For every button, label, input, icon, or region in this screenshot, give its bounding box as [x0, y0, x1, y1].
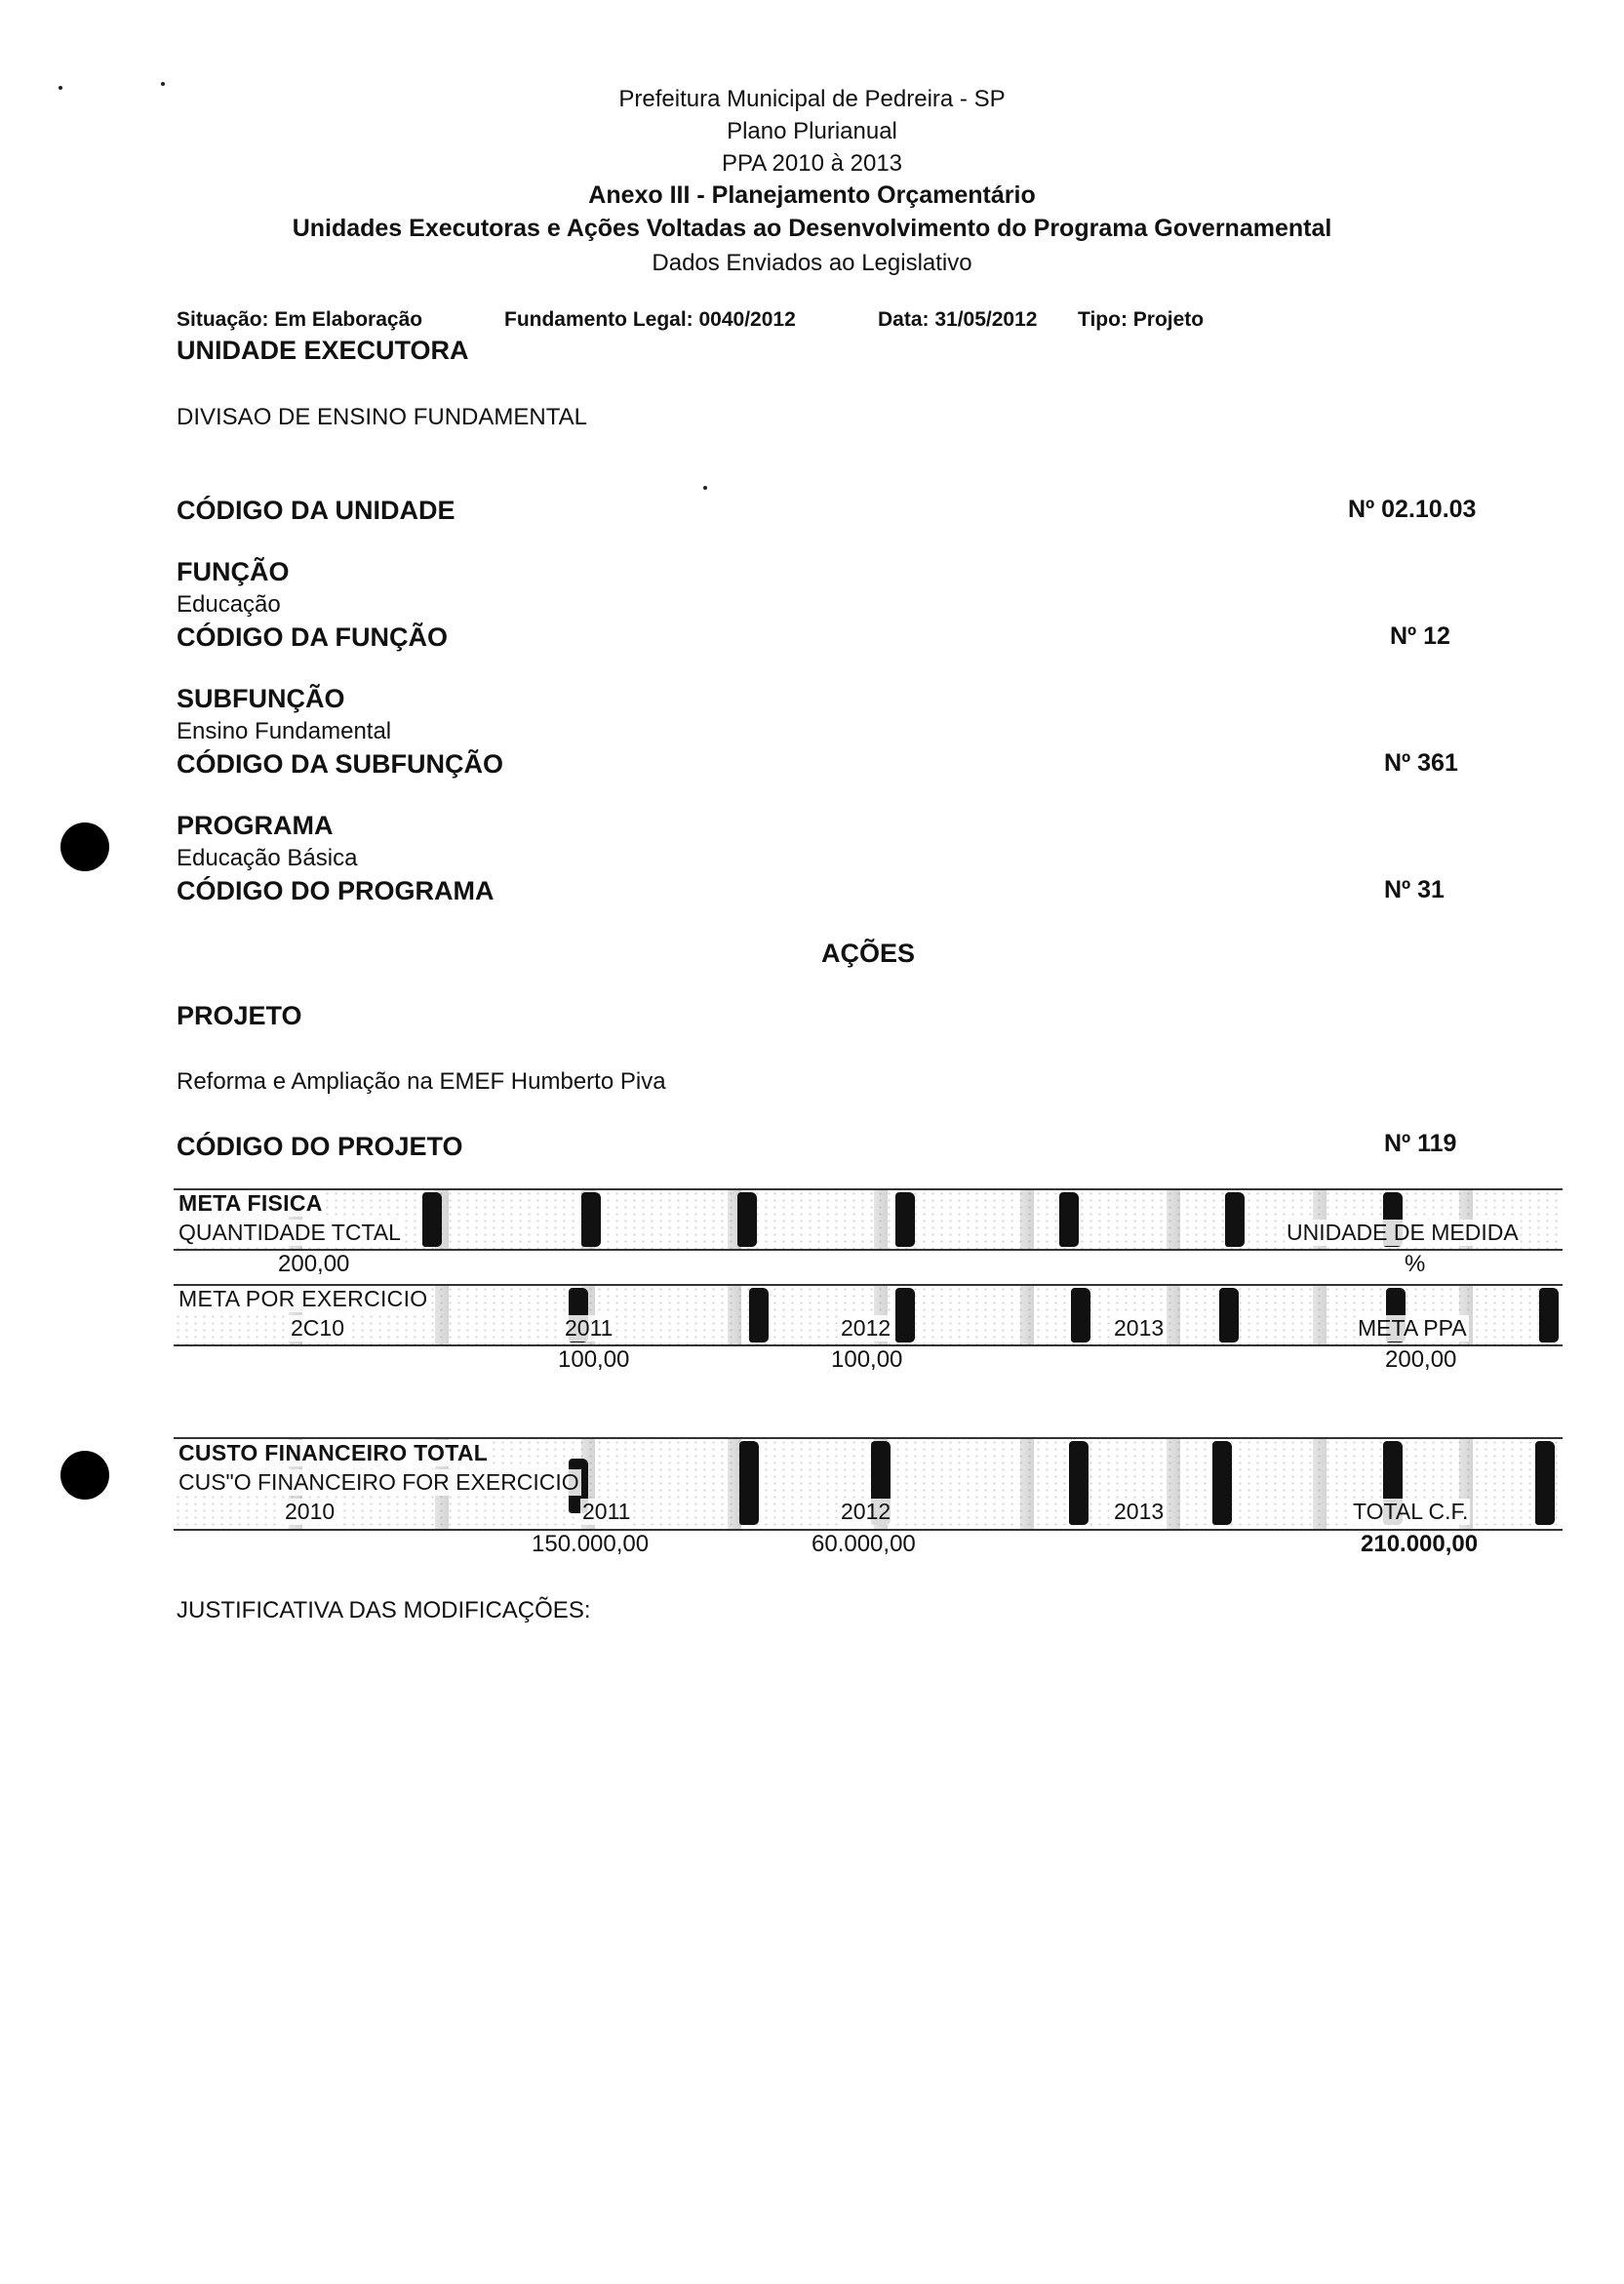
codigo-unidade-label: CÓDIGO DA UNIDADE — [177, 496, 456, 525]
scan-blot — [581, 1192, 601, 1247]
data-label: Data: 31/05/2012 — [878, 308, 1038, 331]
header-line-ppa: PPA 2010 à 2013 — [721, 150, 903, 177]
custo-col-2012: 2012 — [841, 1499, 891, 1524]
scan-blot — [1219, 1288, 1239, 1342]
header-line-prefeitura: Prefeitura Municipal de Pedreira - SP — [618, 86, 1006, 112]
meta-col-ppa: META PPA — [1358, 1315, 1467, 1341]
unidade-name: DIVISAO DE ENSINO FUNDAMENTAL — [177, 404, 587, 430]
codigo-programa-value: Nº 31 — [1384, 876, 1445, 903]
custo-col-total: TOTAL C.F. — [1353, 1499, 1469, 1524]
meta-col-2012: 2012 — [841, 1315, 891, 1341]
tipo-label: Tipo: Projeto — [1078, 308, 1205, 331]
header-line-plano: Plano Plurianual — [727, 118, 897, 144]
fundamento-label: Fundamento Legal: 0040/2012 — [504, 308, 796, 331]
scan-speck — [161, 82, 165, 86]
codigo-funcao-label: CÓDIGO DA FUNÇÃO — [177, 622, 448, 652]
meta-col-2011: 2011 — [565, 1315, 614, 1341]
scan-blot — [1059, 1192, 1079, 1247]
codigo-unidade-value: Nº 02.10.03 — [1348, 496, 1477, 523]
subfuncao-name: Ensino Fundamental — [177, 718, 392, 744]
punch-hole — [60, 822, 109, 871]
scan-speck — [703, 486, 707, 490]
programa-title: PROGRAMA — [177, 811, 334, 840]
header-line-unidades: Unidades Executoras e Ações Voltadas ao Desenvolvimento do Programa Governamental — [292, 215, 1332, 242]
codigo-subfuncao-value: Nº 361 — [1384, 749, 1458, 777]
justificativa-label: JUSTIFICATIVA DAS MODIFICAÇÕES: — [177, 1597, 591, 1623]
header-line-anexo: Anexo III - Planejamento Orçamentário — [588, 181, 1036, 209]
meta-col-2010: 2C10 — [291, 1315, 344, 1341]
scan-blot — [895, 1288, 915, 1342]
programa-name: Educação Básica — [177, 845, 358, 871]
funcao-title: FUNÇÃO — [177, 557, 290, 586]
meta-exercicio-title: META POR EXERCICIO — [178, 1286, 428, 1311]
scan-speck — [59, 86, 62, 90]
projeto-title: PROJETO — [177, 1001, 302, 1030]
meta-value-2012: 100,00 — [831, 1346, 903, 1373]
unidade-medida-label: UNIDADE DE MEDIDA — [1287, 1220, 1519, 1245]
custo-value-total: 210.000,00 — [1361, 1531, 1479, 1557]
custo-value-2012: 60.000,00 — [812, 1531, 916, 1557]
punch-hole — [60, 1451, 109, 1500]
meta-value-ppa: 200,00 — [1385, 1346, 1457, 1373]
codigo-funcao-value: Nº 12 — [1390, 622, 1450, 650]
scan-blot — [749, 1288, 769, 1342]
codigo-subfuncao-label: CÓDIGO DA SUBFUNÇÃO — [177, 749, 503, 779]
codigo-programa-label: CÓDIGO DO PROGRAMA — [177, 876, 495, 905]
custo-total-title: CUSTO FINANCEIRO TOTAL — [178, 1440, 489, 1465]
scan-blot — [1071, 1288, 1090, 1342]
unidade-executora-title: UNIDADE EXECUTORA — [177, 336, 469, 365]
quantidade-total-label: QUANTIDADE TCTAL — [178, 1220, 401, 1245]
header-line-dados: Dados Enviados ao Legislativo — [652, 250, 972, 276]
subfuncao-title: SUBFUNÇÃO — [177, 684, 345, 713]
codigo-projeto-label: CÓDIGO DO PROJETO — [177, 1132, 463, 1161]
custo-col-2011: 2011 — [582, 1499, 631, 1524]
meta-col-2013: 2013 — [1114, 1315, 1165, 1341]
scan-blot — [895, 1192, 915, 1247]
scan-blot — [1535, 1441, 1555, 1525]
custo-col-2013: 2013 — [1114, 1499, 1165, 1524]
scan-blot — [422, 1192, 442, 1247]
custo-col-2010: 2010 — [285, 1499, 336, 1524]
meta-value-2011: 100,00 — [558, 1346, 630, 1373]
scan-blot — [739, 1441, 759, 1525]
scan-blot — [1212, 1441, 1232, 1525]
scan-blot — [1069, 1441, 1089, 1525]
acoes-title: AÇÕES — [821, 939, 916, 968]
meta-fisica-title: META FISICA — [178, 1190, 323, 1216]
funcao-name: Educação — [177, 591, 281, 618]
unidade-medida-value: % — [1405, 1251, 1426, 1277]
custo-exercicio-title: CUS"O FINANCEIRO FOR EXERCICIO — [178, 1469, 579, 1495]
projeto-name: Reforma e Ampliação na EMEF Humberto Piva — [177, 1068, 666, 1095]
scan-blot — [737, 1192, 757, 1247]
quantidade-total-value: 200,00 — [278, 1251, 350, 1277]
custo-value-2011: 150.000,00 — [532, 1531, 650, 1557]
situacao-label: Situação: Em Elaboração — [177, 308, 423, 331]
scan-blot — [1539, 1288, 1559, 1342]
codigo-projeto-value: Nº 119 — [1384, 1130, 1457, 1157]
scan-blot — [1225, 1192, 1245, 1247]
